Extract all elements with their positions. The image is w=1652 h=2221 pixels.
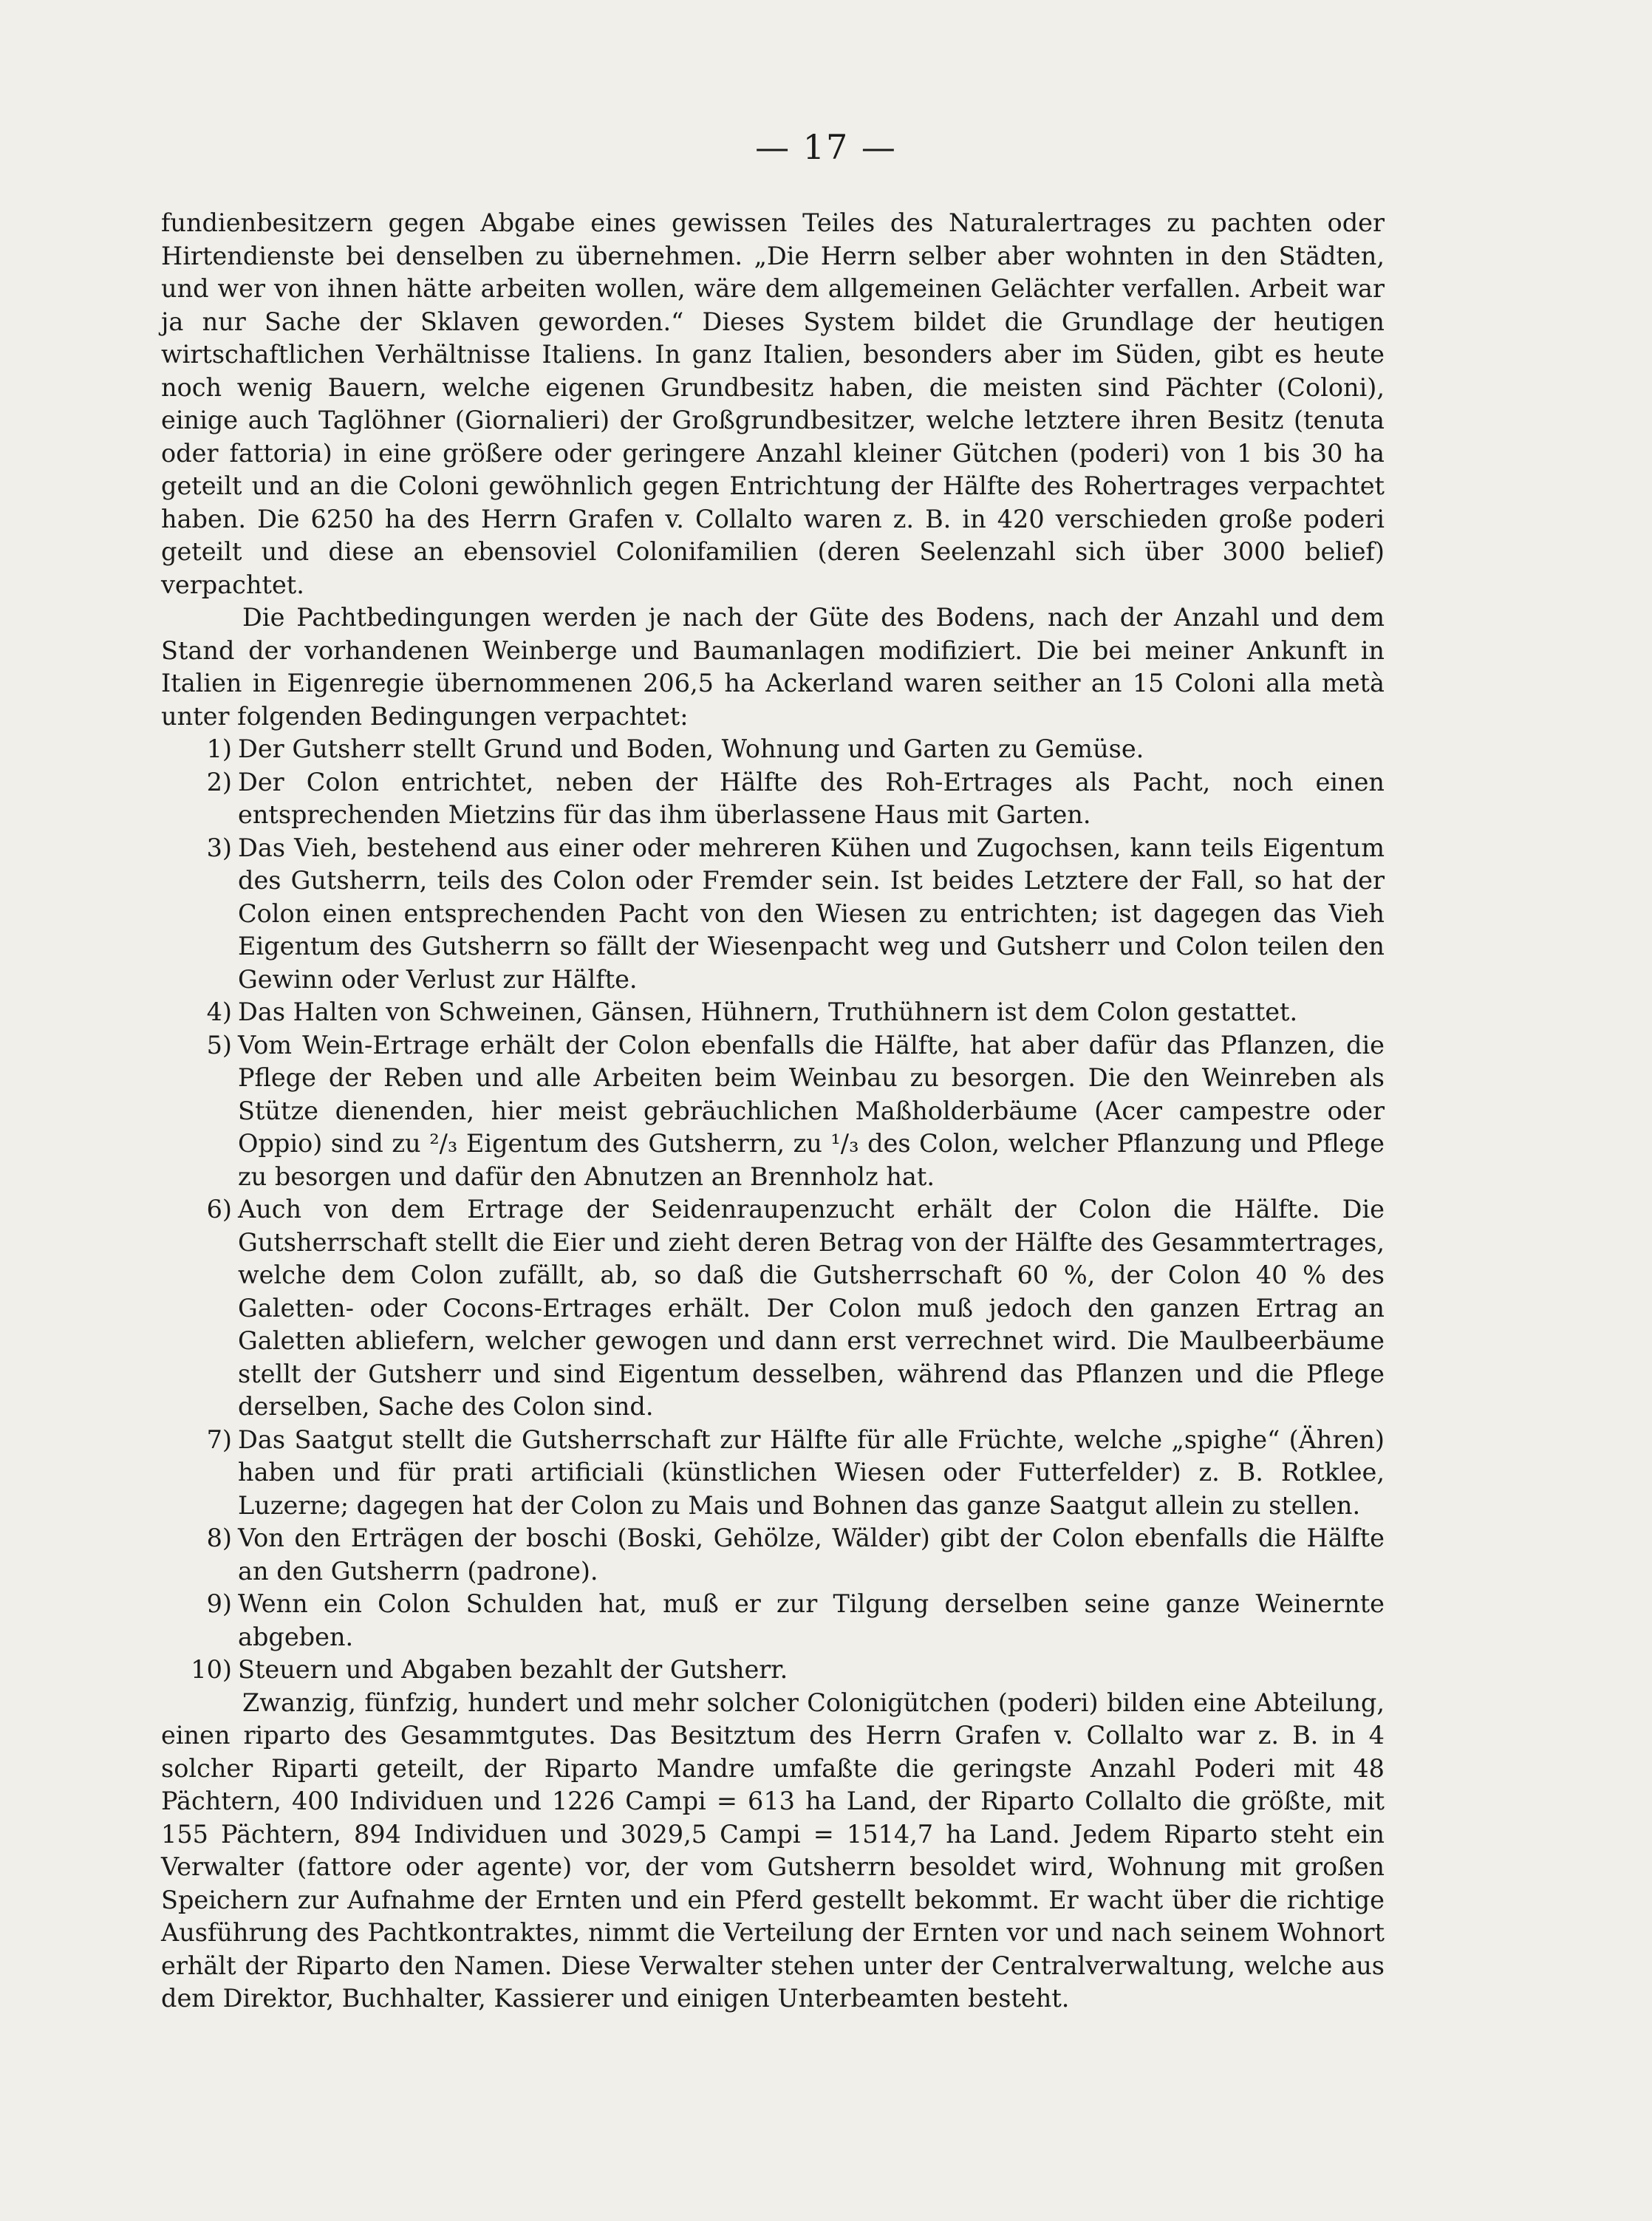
paragraph-riparto: Zwanzig, fünfzig, hundert und mehr solcher Colonigütchen (poderi) bilden eine Abteilung, einen riparto des Gesammtgutes. Das Besitztum des Herrn Grafen v. Collalto war z. B. in 4 solcher Riparti geteilt, der Riparto Mandre umfaßte die geringste Anzahl Poderi mit 48 Pächtern, 400 Individuen und 1226 Campi = 613 ha Land, der Riparto Collalto die größte, mit 155 Pächtern, 894 Individuen und 3029,5 Campi = 1514,7 ha Land. Jedem Riparto steht ein Verwalter (fattore oder agente) vor, der vom Gutsherrn besoldet wird, Wohnung mit großen Speichern zur Aufnahme der Ernten und ein Pferd gestellt bekommt. Er wacht über die richtige Ausführung des Pachtkontraktes, nimmt die Verteilung der Ernten vor und nach seinem Wohnort erhält der Riparto den Namen. Diese Verwalter stehen unter der Centralverwaltung, welche aus dem Direktor, Buchhalter, Kassierer und einigen Unterbeamten besteht. bbox=[161, 1688, 1385, 2013]
paragraph-opening: fundienbesitzern gegen Abgabe eines gewissen Teiles des Naturalertrages zu pachten oder Hirtendienste bei denselben zu übernehmen. „Die Herrn selber aber wohnten in den Städten, und wer von ihnen hätte arbeiten wollen, wäre dem allgemeinen Gelächter verfallen. Arbeit war ja nur Sache der Sklaven geworden.“ Dieses System bildet die Grundlage der heutigen wirtschaftlichen Verhältnisse Italiens. In ganz Italien, besonders aber im Süden, gibt es heute noch wenig Bauern, welche eigenen Grundbesitz haben, die meisten sind Pächter (Coloni), einige auch Taglöhner (Giornalieri) der Großgrundbesitzer, welche letztere ihren Besitz (tenuta oder fattoria) in eine größere oder geringere Anzahl kleiner Gütchen (poderi) von 1 bis 30 ha geteilt und an die Coloni gewöhnlich gegen Entrichtung der Hälfte des Rohertrages verpachtet haben. Die 6250 ha des Herrn Grafen v. Collalto waren z. B. in 420 verschieden große poderi geteilt und diese an ebensoviel Colonifamilien (deren Seelenzahl sich über 3000 belief) verpachtet. bbox=[161, 208, 1385, 599]
item-text: Das Saatgut stellt die Gutsherrschaft zur Hälfte für alle Früchte, welche „spighe“ (Ähren) haben und für prati artificiali (künstlichen Wiesen oder Futterfelder) z. B. Rotklee, Luzerne; dagegen hat der Colon zu Mais und Bohnen das ganze Saatgut allein zu stellen. bbox=[238, 1425, 1385, 1520]
item-text: Steuern und Abgaben bezahlt der Gutsherr. bbox=[238, 1655, 788, 1684]
list-item bbox=[161, 766, 1385, 832]
list-item bbox=[161, 733, 1385, 766]
list-item bbox=[161, 1029, 1385, 1194]
item-text: Auch von dem Ertrage der Seidenraupenzucht erhält der Colon die Hälfte. Die Gutsherrschaft stellt die Eier und zieht deren Betrag von der Hälfte des Gesammtertrages, welche dem Colon zufällt, ab, so daß die Gutsherrschaft 60 %, der Colon 40 % des Galetten- oder Cocons-Ertrages erhält. Der Colon muß jedoch den ganzen Ertrag an Galetten abliefern, welcher gewogen und dann erst verrechnet wird. Die Maulbeerbäume stellt der Gutsherr und sind Eigentum desselben, während das Pflanzen und die Pflege derselben, Sache des Colon sind. bbox=[238, 1195, 1385, 1421]
paragraph-conditions-intro: Die Pachtbedingungen werden je nach der Güte des Bodens, nach der Anzahl und dem Stand der vorhandenen Weinberge und Baumanlagen modifiziert. Die bei meiner Ankunft in Italien in Eigenregie übernommenen 206,5 ha Ackerland waren seither an 15 Coloni alla metà unter folgenden Bedingungen verpachtet: bbox=[161, 603, 1385, 731]
item-text: Der Gutsherr stellt Grund und Boden, Wohnung und Garten zu Gemüse. bbox=[238, 734, 1144, 763]
list-item bbox=[161, 996, 1385, 1029]
body-text bbox=[161, 207, 1385, 2016]
item-text: Das Vieh, bestehend aus einer oder mehreren Kühen und Zugochsen, kann teils Eigentum des Gutsherrn, teils des Colon oder Fremder sein. Ist beides Letztere der Fall, so hat der Colon einen entsprechenden Pacht von den Wiesen zu entrichten; ist dagegen das Vieh Eigentum des Gutsherrn so fällt der Wiesenpacht weg und Gutsherr und Colon teilen den Gewinn oder Verlust zur Hälfte. bbox=[238, 833, 1385, 994]
item-text: Von den Erträgen der boschi (Boski, Gehölze, Wälder) gibt der Colon ebenfalls die Hälfte an den Gutsherrn (padrone). bbox=[238, 1524, 1385, 1586]
item-number: 5) bbox=[206, 1030, 232, 1060]
item-text: Vom Wein-Ertrage erhält der Colon ebenfalls die Hälfte, hat aber dafür das Pflanzen, die Pflege der Reben und alle Arbeiten beim Weinbau zu besorgen. Die den Weinreben als Stütze dienenden, hier meist gebräuchlichen Maßholderbäume (Acer campestre oder Oppio) sind zu ²/₃ Eigentum des Gutsherrn, zu ¹/₃ des Colon, welcher Pflanzung und Pflege zu besorgen und dafür den Abnutzen an Brennholz hat. bbox=[238, 1030, 1385, 1191]
list-item bbox=[161, 1522, 1385, 1588]
list-item bbox=[161, 1424, 1385, 1523]
list-item bbox=[161, 1193, 1385, 1424]
page-number: — 17 — bbox=[755, 127, 897, 167]
item-number: 8) bbox=[206, 1524, 232, 1552]
item-number: 10) bbox=[191, 1655, 232, 1684]
item-text: Das Halten von Schweinen, Gänsen, Hühnern, Truthühnern ist dem Colon gestattet. bbox=[238, 997, 1298, 1026]
list-item bbox=[161, 1588, 1385, 1654]
list-item bbox=[161, 832, 1385, 997]
item-number: 1) bbox=[206, 734, 232, 763]
item-number: 2) bbox=[206, 767, 232, 796]
item-number: 4) bbox=[206, 997, 232, 1026]
list-item bbox=[161, 1654, 1385, 1687]
item-number: 9) bbox=[206, 1589, 232, 1618]
conditions-list bbox=[161, 733, 1385, 1687]
item-number: 3) bbox=[206, 833, 232, 862]
item-number: 7) bbox=[206, 1425, 232, 1454]
item-text: Der Colon entrichtet, neben der Hälfte des Roh-Ertrages als Pacht, noch einen entsprechenden Mietzins für das ihm überlassene Haus mit Garten. bbox=[238, 767, 1385, 829]
item-text: Wenn ein Colon Schulden hat, muß er zur Tilgung derselben seine ganze Weinernte abgeben. bbox=[238, 1589, 1385, 1651]
item-number: 6) bbox=[206, 1195, 232, 1224]
